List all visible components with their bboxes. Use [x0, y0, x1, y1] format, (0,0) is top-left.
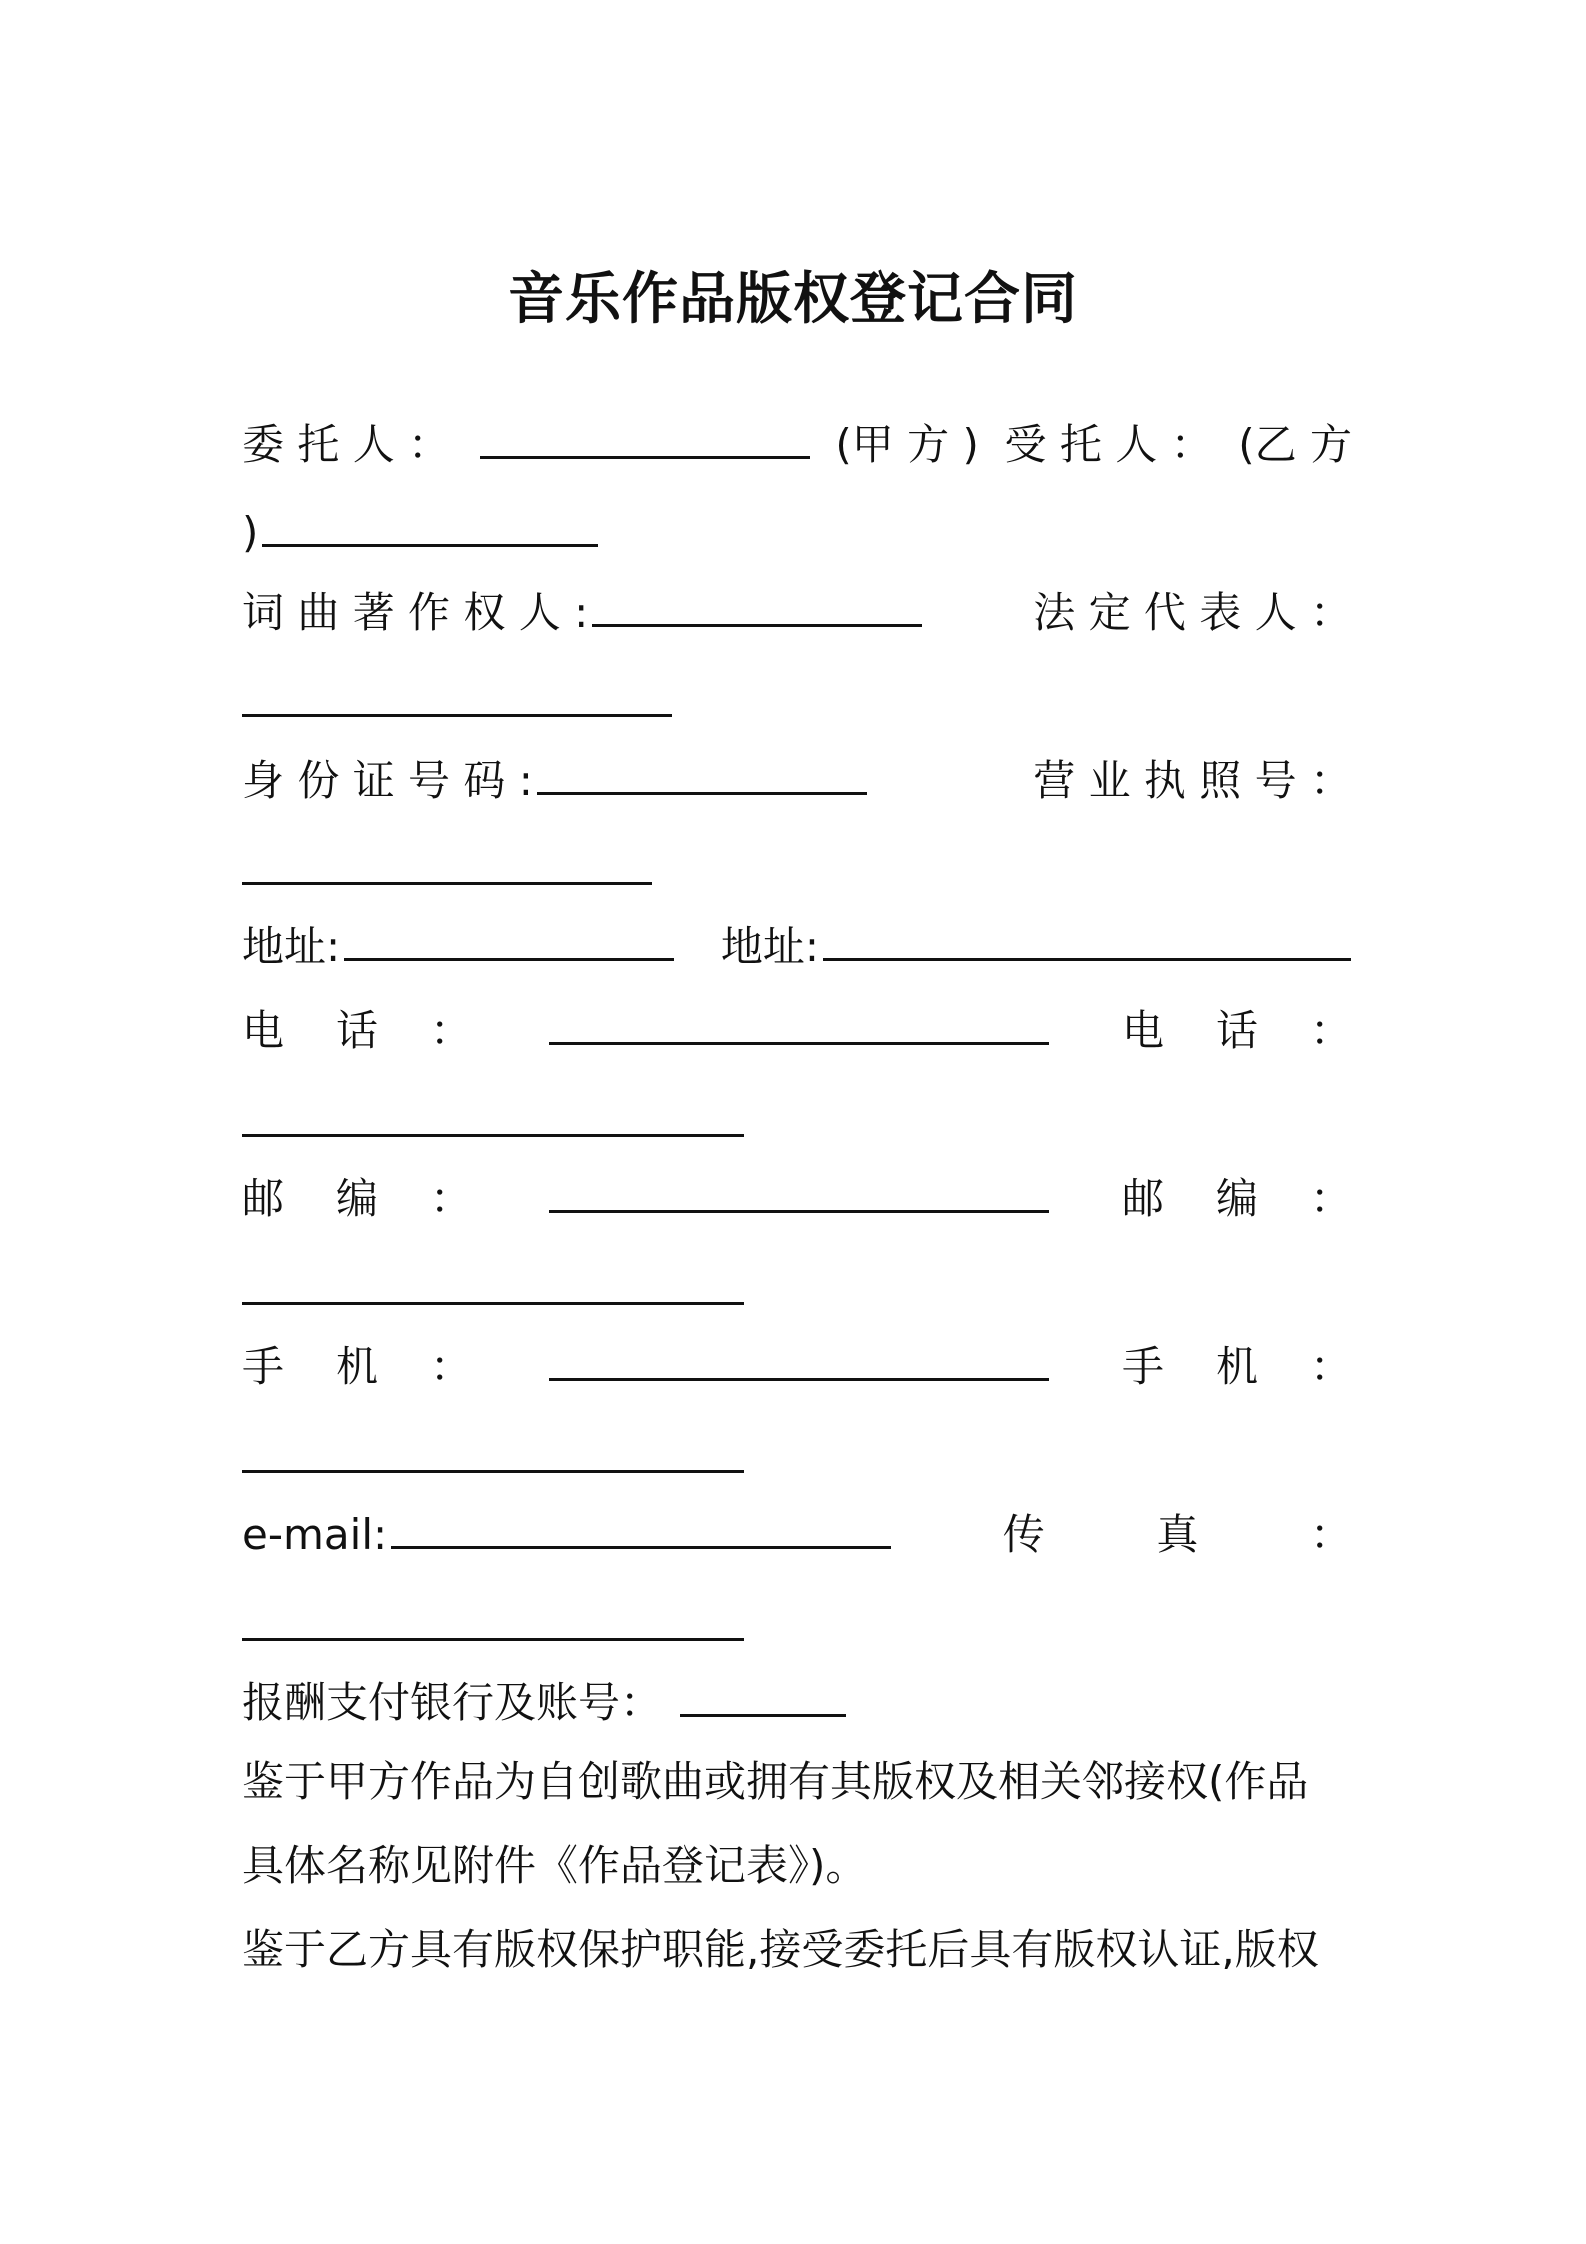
party-b-label: (乙 方	[1238, 420, 1352, 469]
fax-colon: ：	[1309, 1510, 1352, 1559]
id-number-label: 身 份 证 号 码 :	[242, 748, 867, 811]
client-blank[interactable]	[480, 412, 810, 459]
mobile-b-label: 手 机 ：	[1121, 1342, 1352, 1391]
phone-line	[242, 998, 1352, 1061]
email-label: e-mail:	[242, 1502, 891, 1565]
fax-char-1: 传	[1002, 1510, 1045, 1559]
phone-a-blank[interactable]	[549, 998, 1049, 1045]
agent-label: 受 托 人 ：	[1004, 420, 1213, 469]
paren-close: )	[242, 508, 259, 557]
bank-label: 报酬支付银行及账号：	[242, 1678, 663, 1727]
bank-line	[242, 1670, 1352, 1733]
address-line	[242, 914, 1352, 977]
postcode-a-label: 邮 编 ：	[242, 1174, 473, 1223]
parties-line	[242, 412, 1352, 475]
document-title: 音乐作品版权登记合同	[508, 267, 1078, 332]
fax-blank[interactable]	[242, 1638, 744, 1641]
mobile-b-blank[interactable]	[242, 1470, 744, 1473]
copyright-owner-line	[242, 580, 1352, 643]
postcode-b-blank[interactable]	[242, 1302, 744, 1305]
license-label: 营 业 执 照 号 ：	[1033, 756, 1352, 805]
party-a-label: (甲 方 )	[835, 420, 979, 469]
mobile-a-label: 手 机 ：	[242, 1342, 473, 1391]
address-a-label: 地址:	[242, 922, 341, 971]
legal-rep-blank[interactable]	[242, 714, 672, 717]
postcode-b-label: 邮 编 ：	[1121, 1174, 1352, 1223]
legal-rep-label: 法 定 代 表 人 ：	[1033, 588, 1352, 637]
mobile-a-blank[interactable]	[549, 1334, 1049, 1381]
email-blank[interactable]	[391, 1502, 891, 1549]
phone-b-blank[interactable]	[242, 1134, 744, 1137]
paragraph-2-line-1: 鉴于乙方具有版权保护职能,接受委托后具有版权认证,版权	[242, 1925, 1319, 1974]
address-b-label: 地址:	[720, 922, 820, 971]
address-a-blank[interactable]	[344, 914, 674, 961]
fax-char-2: 真	[1156, 1510, 1199, 1559]
license-blank[interactable]	[242, 882, 652, 885]
copyright-owner-blank[interactable]	[592, 580, 922, 627]
bank-blank[interactable]	[680, 1670, 846, 1717]
id-number-blank[interactable]	[537, 748, 867, 795]
client-label: 委 托 人 ：	[242, 420, 451, 469]
paragraph-1-line-1: 鉴于甲方作品为自创歌曲或拥有其版权及相关邻接权(作品	[242, 1757, 1309, 1806]
postcode-line	[242, 1166, 1352, 1229]
agent-blank[interactable]	[262, 500, 598, 547]
postcode-a-blank[interactable]	[549, 1166, 1049, 1213]
id-line	[242, 748, 1352, 811]
address-b-blank[interactable]	[823, 914, 1351, 961]
phone-a-label: 电 话 ：	[242, 1006, 473, 1055]
party-b-continued-line	[242, 500, 1352, 563]
copyright-owner-label: 词 曲 著 作 权 人 :	[242, 580, 922, 643]
mobile-line	[242, 1334, 1352, 1397]
email-line	[242, 1502, 1352, 1565]
paragraph-1-line-2: 具体名称见附件《作品登记表》)。	[242, 1841, 868, 1890]
phone-b-label: 电 话 ：	[1121, 1006, 1352, 1055]
